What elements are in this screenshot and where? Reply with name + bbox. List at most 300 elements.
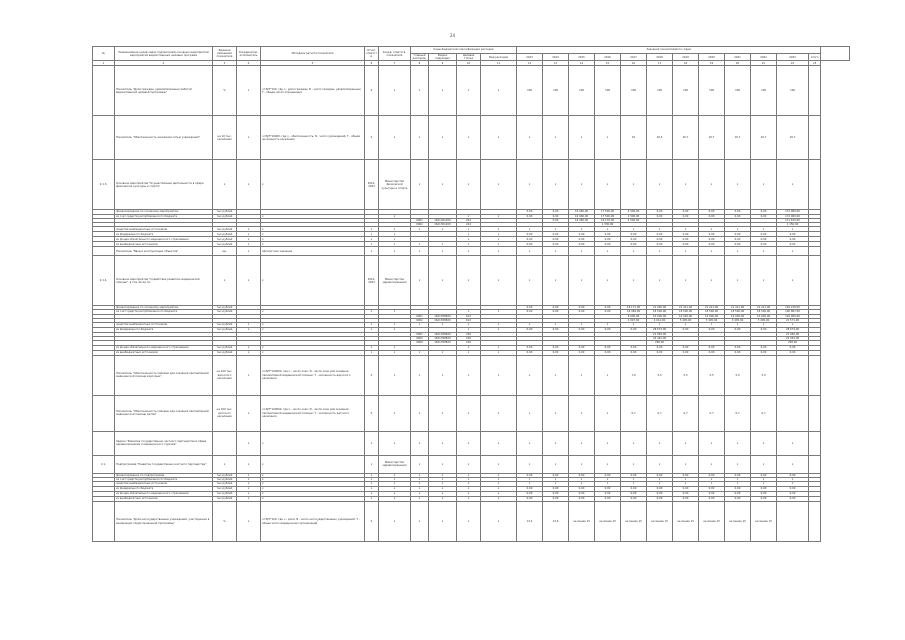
table-cell: х: [699, 160, 725, 210]
table-cell: тыс.рублей: [213, 328, 237, 333]
table-cell: тыс.рублей: [213, 482, 237, 487]
table-cell: на 100 тыс. взрослого населения: [213, 355, 237, 395]
table-cell: х: [457, 247, 481, 256]
table-cell: х: [379, 323, 411, 328]
table-cell: 0,00: [517, 310, 543, 314]
table-cell: 0,00: [595, 232, 621, 237]
table-cell: х: [429, 355, 457, 395]
header-subcell: 2022: [751, 54, 777, 61]
table-cell: 18 500,00: [699, 310, 725, 314]
table-cell: 0,00: [751, 214, 777, 218]
table-cell: на 10 тыс. населения: [213, 116, 237, 160]
table-cell: х: [457, 395, 481, 431]
table-cell: х: [595, 482, 621, 487]
table-cell: 246: [457, 337, 481, 341]
table-cell: тыс.рублей: [213, 350, 237, 355]
table-cell: 0,00: [543, 232, 569, 237]
table-cell: 0,00: [517, 306, 543, 310]
table-cell: 1621358820: [429, 333, 457, 337]
table-cell: х: [237, 492, 261, 497]
table-cell: х: [481, 492, 517, 497]
table-cell: х: [751, 431, 777, 455]
table-cell: х: [429, 497, 457, 502]
table-cell: х: [429, 66, 457, 116]
table-cell: х: [237, 227, 261, 232]
table-cell: 0,00: [777, 487, 809, 492]
table-cell: 16 170,00: [595, 218, 621, 222]
column-number: 19: [699, 61, 725, 66]
table-cell: х: [237, 355, 261, 395]
table-cell: х: [379, 502, 411, 542]
table-cell: 10 000,00: [725, 314, 751, 318]
table-cell: х: [365, 328, 379, 333]
table-cell: 0,00: [777, 350, 809, 355]
table-cell: х: [595, 477, 621, 481]
table-cell: ед.: [213, 247, 237, 256]
table-cell: 16,7: [725, 116, 751, 160]
header-subcell: 2017: [621, 54, 647, 61]
column-number: 13: [543, 61, 569, 66]
header-cell: №: [93, 47, 115, 61]
table-cell: х: [517, 395, 543, 431]
table-cell: 0,00: [569, 242, 595, 247]
table-cell: 0,00: [595, 497, 621, 502]
table-cell: 0,00: [621, 345, 647, 350]
table-cell: х: [481, 66, 517, 116]
table-cell: 18 500,00: [725, 310, 751, 314]
table-cell: 0,00: [673, 497, 699, 502]
table-cell: средства внебюджетных источников: [115, 227, 213, 232]
table-cell: х: [699, 455, 725, 473]
table-cell: х: [569, 482, 595, 487]
table-cell: тыс.рублей: [213, 473, 237, 477]
table-cell: х: [543, 247, 569, 256]
table-cell: 0,00: [621, 350, 647, 355]
table-cell: х: [261, 497, 365, 502]
table-cell: х: [647, 323, 673, 328]
table-cell: 0: [365, 66, 379, 116]
column-number: 11: [481, 61, 517, 66]
table-cell: 24 442,00: [647, 337, 673, 341]
table-cell: %: [213, 502, 237, 542]
table-cell: х: [543, 482, 569, 487]
table-cell: 0,00: [673, 232, 699, 237]
table-cell: х: [457, 256, 481, 306]
table-cell: [93, 116, 115, 160]
table-cell: 0901: [411, 314, 429, 318]
table-cell: 0,00: [673, 345, 699, 350]
table-cell: х: [261, 492, 365, 497]
table-cell: 0,00: [699, 214, 725, 218]
table-cell: 0,00: [725, 328, 751, 333]
table-cell: 0,00: [569, 232, 595, 237]
table-cell: х: [379, 66, 411, 116]
table-cell: х: [379, 477, 411, 481]
table-cell: х: [569, 355, 595, 395]
table-cell: [809, 502, 821, 542]
table-cell: х: [621, 247, 647, 256]
table-cell: х: [411, 482, 429, 487]
table-cell: 18 500,00: [647, 310, 673, 314]
table-cell: тыс.рублей: [213, 345, 237, 350]
table-cell: 0,00: [777, 492, 809, 497]
table-cell: х: [777, 323, 809, 328]
table-cell: 2014-2023: [365, 160, 379, 210]
table-cell: х: [673, 482, 699, 487]
table-cell: х: [379, 473, 411, 477]
table-cell: х: [543, 355, 569, 395]
table-cell: 0902: [411, 318, 429, 322]
table-cell: 0,00: [647, 497, 673, 502]
column-number: 8: [411, 61, 429, 66]
table-cell: 0,00: [595, 345, 621, 350]
table-cell: 13,6: [543, 502, 569, 542]
table-row: [93, 355, 850, 395]
table-cell: Показатель "Доля негосударственных учреждений, участвующих в реализации территориальной программы": [115, 502, 213, 542]
table-cell: Показатель "Ввод в эксплуатацию объектов": [115, 247, 213, 256]
table-cell: х: [429, 473, 457, 477]
table-cell: 0,00: [725, 492, 751, 497]
table-cell: Министерство физической культуры и спорта: [379, 160, 411, 210]
table-cell: из фонда обязательного медицинского страхования: [115, 237, 213, 242]
table-cell: х: [429, 502, 457, 542]
table-cell: х: [411, 395, 429, 431]
table-cell: [777, 355, 809, 395]
table-cell: х: [621, 477, 647, 481]
table-cell: 0,00: [673, 328, 699, 333]
table-cell: 0,00: [699, 487, 725, 492]
table-cell: 100: [699, 66, 725, 116]
table-cell: х: [457, 487, 481, 492]
table-cell: х: [569, 116, 595, 160]
table-cell: х: [365, 455, 379, 473]
table-cell: 612: [457, 314, 481, 318]
table-cell: 18 171,00: [621, 306, 647, 310]
table-cell: х: [379, 487, 411, 492]
table-cell: Абсолютное значение: [261, 247, 365, 256]
table-cell: 21 411,00: [673, 306, 699, 310]
table-cell: х: [411, 455, 429, 473]
table-cell: 0,00: [673, 473, 699, 477]
table-cell: 612: [457, 318, 481, 322]
table-cell: х: [429, 492, 457, 497]
table-cell: 0,00: [699, 473, 725, 477]
table-cell: 0,7: [647, 395, 673, 431]
table-cell: 0,00: [699, 492, 725, 497]
table-cell: х: [481, 431, 517, 455]
table-cell: х: [481, 482, 517, 487]
table-cell: х: [621, 227, 647, 232]
table-cell: х: [411, 323, 429, 328]
table-cell: 0,00: [647, 242, 673, 247]
table-cell: х: [237, 395, 261, 431]
table-cell: х: [777, 160, 809, 210]
table-cell: х: [429, 242, 457, 247]
table-cell: 0,00: [569, 328, 595, 333]
table-cell: Показатель "Доля граждан, удовлетворенных работой ведомственной целевой программы": [115, 66, 213, 116]
table-cell: х: [481, 477, 517, 481]
table-cell: х: [481, 242, 517, 247]
table-cell: 0,00: [777, 497, 809, 502]
column-number: 6: [365, 61, 379, 66]
table-cell: из фонда обязательного медицинского страхования: [115, 492, 213, 497]
table-cell: n=N/T*100, где n - доля граждан; N - число граждан, удовлетворенных; T - общее число опрошенных: [261, 66, 365, 116]
table-cell: х: [261, 214, 365, 218]
table-cell: х: [237, 473, 261, 477]
table-cell: 0,00: [699, 237, 725, 242]
table-cell: из фонда обязательного медицинского страхования: [115, 345, 213, 350]
table-cell: тыс.рублей: [213, 323, 237, 328]
table-cell: 298,00: [647, 341, 673, 345]
table-cell: х: [481, 355, 517, 395]
table-cell: х: [777, 455, 809, 473]
table-cell: 0,00: [595, 350, 621, 355]
table-cell: 0,00: [543, 497, 569, 502]
table-cell: 0,00: [517, 492, 543, 497]
table-cell: 0,00: [725, 473, 751, 477]
table-cell: Показатель "Обеспеченность койками для оказания паллиативной медицинской помощи взрослым": [115, 355, 213, 395]
table-cell: тыс.рублей: [213, 306, 237, 310]
table-cell: х: [517, 116, 543, 160]
table-cell: х: [569, 455, 595, 473]
table-cell: х: [411, 497, 429, 502]
table-cell: х: [457, 232, 481, 237]
column-number: 2: [115, 61, 213, 66]
column-number: 1: [93, 61, 115, 66]
table-cell: 120 000,00: [777, 314, 809, 318]
table-cell: 100: [777, 66, 809, 116]
table-cell: х: [595, 256, 621, 306]
table-cell: 5,0: [725, 355, 751, 395]
table-cell: 0,00: [621, 328, 647, 333]
table-cell: х: [699, 482, 725, 487]
table-cell: х: [411, 473, 429, 477]
table-cell: х: [457, 328, 481, 333]
table-cell: х: [379, 395, 411, 431]
table-cell: х: [261, 477, 365, 481]
table-cell: 0,00: [673, 350, 699, 355]
table-cell: х: [213, 455, 237, 473]
header-subcell: 2020: [699, 54, 725, 61]
table-cell: х: [365, 477, 379, 481]
table-cell: х: [569, 160, 595, 210]
table-cell: 0,00: [543, 310, 569, 314]
table-cell: х: [365, 497, 379, 502]
table-cell: 0,00: [569, 237, 595, 242]
table-cell: из внебюджетных источников: [115, 350, 213, 355]
table-cell: 7,0: [621, 355, 647, 395]
table-cell: х: [569, 227, 595, 232]
table-cell: 0,00: [621, 232, 647, 237]
table-cell: 129 218,00: [777, 306, 809, 310]
table-cell: 5,5: [647, 355, 673, 395]
table-cell: 0,00: [699, 242, 725, 247]
table-cell: х: [237, 455, 261, 473]
page-number: 24: [449, 33, 456, 38]
column-number: 16: [621, 61, 647, 66]
table-cell: 0,00: [517, 350, 543, 355]
table-cell: 16,7: [751, 116, 777, 160]
table-cell: 0,00: [595, 306, 621, 310]
table-cell: х: [237, 242, 261, 247]
table-cell: 0,00: [751, 350, 777, 355]
table-cell: х: [543, 431, 569, 455]
table-cell: 0,00: [751, 492, 777, 497]
header-subcell: 2018: [647, 54, 673, 61]
table-cell: х: [379, 492, 411, 497]
table-cell: 0,00: [751, 473, 777, 477]
table-row: [93, 116, 850, 160]
table-row: [93, 431, 850, 455]
table-cell: 0,00: [699, 497, 725, 502]
table-cell: х: [543, 323, 569, 328]
table-cell: 246: [457, 333, 481, 337]
table-cell: 10 000,00: [699, 314, 725, 318]
table-cell: 0,00: [647, 345, 673, 350]
table-cell: 18 500,00: [673, 310, 699, 314]
table-cell: х: [237, 323, 261, 328]
table-cell: х: [379, 431, 411, 455]
table-cell: х: [543, 395, 569, 431]
table-cell: х: [365, 431, 379, 455]
table-cell: х: [429, 160, 457, 210]
table-cell: х: [481, 160, 517, 210]
table-cell: х: [379, 497, 411, 502]
table-cell: х: [725, 477, 751, 481]
table-cell: х: [411, 355, 429, 395]
table-cell: х: [411, 431, 429, 455]
table-cell: х: [481, 487, 517, 492]
table-cell: на 100 тыс. детского населения: [213, 395, 237, 431]
header-subcell: Целевая статья: [457, 54, 481, 61]
table-cell: х: [379, 227, 411, 232]
table-cell: х: [725, 323, 751, 328]
table-cell: 0,00: [517, 210, 543, 214]
table-cell: из внебюджетных источников: [115, 242, 213, 247]
table-cell: х: [457, 473, 481, 477]
table-cell: х: [725, 247, 751, 256]
table-cell: х: [213, 256, 237, 306]
table-cell: n=N/T*10000, где n - обеспеченность; N - число учреждений; T - общая численность населения: [261, 116, 365, 160]
header-subcell: 2021: [725, 54, 751, 61]
table-cell: х: [481, 256, 517, 306]
table-cell: за счет средств республиканского бюджета: [115, 310, 213, 314]
table-cell: х: [237, 431, 261, 455]
table-cell: 3 405,00: [725, 318, 751, 322]
table-cell: 100: [517, 66, 543, 116]
table-cell: х: [751, 477, 777, 481]
table-cell: 28 674,00: [777, 328, 809, 333]
table-cell: х: [481, 232, 517, 237]
table-cell: х: [457, 237, 481, 242]
table-cell: 0,00: [725, 214, 751, 218]
table-cell: х: [621, 431, 647, 455]
table-cell: х: [429, 323, 457, 328]
table-cell: х: [647, 455, 673, 473]
table-cell: х: [777, 477, 809, 481]
table-cell: не менее 15: [647, 502, 673, 542]
table-cell: 0,7: [751, 395, 777, 431]
table-cell: х: [379, 116, 411, 160]
table-cell: 2014-2023: [365, 256, 379, 306]
table-cell: х: [569, 256, 595, 306]
table-cell: 0,00: [699, 345, 725, 350]
table-row: [93, 256, 850, 306]
table-cell: х: [237, 237, 261, 242]
table-cell: из федерального бюджета: [115, 232, 213, 237]
column-number: 7: [379, 61, 411, 66]
table-cell: 16,5: [647, 116, 673, 160]
table-cell: х: [595, 431, 621, 455]
table-cell: 0,00: [569, 492, 595, 497]
table-cell: 0,00: [543, 328, 569, 333]
table-cell: х: [261, 256, 365, 306]
table-cell: 100 867,00: [777, 310, 809, 314]
column-number: 22: [777, 61, 809, 66]
table-cell: х: [411, 160, 429, 210]
table-row: [93, 395, 850, 431]
table-cell: 0,00: [543, 242, 569, 247]
table-cell: х: [261, 232, 365, 237]
table-cell: х: [213, 160, 237, 210]
table-cell: х: [261, 431, 365, 455]
header-subcell: Раздел подраздел: [429, 54, 457, 61]
table-cell: х: [237, 66, 261, 116]
table-cell: 0,00: [751, 210, 777, 214]
table-cell: тыс.рублей: [213, 237, 237, 242]
table-cell: 0,00: [725, 210, 751, 214]
table-cell: финансирование по основному мероприятию: [115, 210, 213, 214]
table-cell: 0,00: [751, 237, 777, 242]
table-cell: 0,00: [725, 345, 751, 350]
table-cell: 0,00: [751, 497, 777, 502]
table-cell: не менее 15: [569, 502, 595, 542]
table-cell: 1 330,00: [595, 223, 621, 227]
table-cell: 1621358820: [429, 337, 457, 341]
table-cell: х: [237, 160, 261, 210]
table-cell: 3 405,00: [673, 318, 699, 322]
table-cell: х: [751, 160, 777, 210]
table-cell: 0,00: [777, 232, 809, 237]
table-cell: х: [647, 477, 673, 481]
table-cell: х: [777, 227, 809, 232]
table-cell: 0,00: [647, 487, 673, 492]
table-cell: х: [365, 482, 379, 487]
table-cell: 172 960,00: [777, 210, 809, 214]
table-cell: х: [647, 431, 673, 455]
table-cell: тыс.рублей: [213, 492, 237, 497]
table-cell: 0,00: [595, 473, 621, 477]
table-cell: х: [517, 355, 543, 395]
table-cell: 0: [365, 502, 379, 542]
table-cell: 0,00: [777, 473, 809, 477]
table-cell: х: [237, 232, 261, 237]
table-cell: х: [237, 328, 261, 333]
table-cell: 0,00: [517, 214, 543, 218]
header-cell: [821, 47, 850, 61]
table-cell: 0901: [411, 218, 429, 222]
table-cell: х: [543, 477, 569, 481]
table-cell: 0,00: [517, 242, 543, 247]
table-cell: 10 000,00: [751, 314, 777, 318]
table-cell: х: [365, 247, 379, 256]
table-cell: х: [777, 256, 809, 306]
table-cell: 0,00: [543, 492, 569, 497]
table-cell: 2.1.3.: [93, 160, 115, 210]
table-cell: 298,00: [777, 341, 809, 345]
table-cell: [809, 116, 821, 160]
table-cell: х: [647, 227, 673, 232]
